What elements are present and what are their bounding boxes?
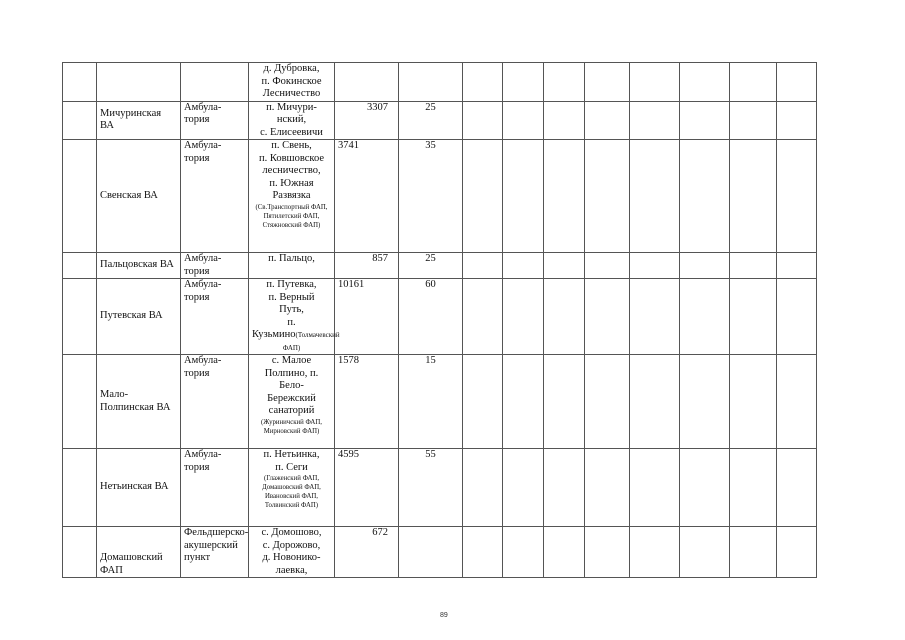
table-row — [63, 101, 817, 140]
locations-note: (Глаженский ФАП, Домашовский ФАП, Ивановский ФАП, Толвинский ФАП) — [262, 475, 321, 509]
facility-name-cell: Мичуринская ВА — [97, 101, 181, 140]
facility-type-cell: Амбула-тория — [181, 253, 249, 279]
population-cell: 3741 — [335, 140, 399, 253]
table-row — [63, 527, 817, 578]
index-cell — [63, 101, 97, 140]
index-cell — [63, 279, 97, 355]
table-row — [63, 63, 817, 102]
population-cell: 3307 — [335, 101, 399, 140]
facility-name-cell: Путевская ВА — [97, 279, 181, 355]
population-cell: 857 — [335, 253, 399, 279]
staff-cell: 60 — [399, 279, 463, 355]
index-cell — [63, 355, 97, 449]
facility-type-cell: Фельдшерско-акушерский пункт — [181, 527, 249, 578]
locations-cell: с. Малое Полпино, п. Бело- Бережский санаторий (Журиничский ФАП, Мирновский ФАП) — [249, 355, 335, 449]
index-cell — [63, 63, 97, 102]
population-cell — [335, 63, 399, 102]
table-row — [63, 355, 817, 449]
population-cell: 4595 — [335, 449, 399, 527]
staff-cell: 25 — [399, 101, 463, 140]
facility-name-cell: Мало-Полпинская ВА — [97, 355, 181, 449]
index-cell — [63, 449, 97, 527]
locations-note: (Св.Транспортный ФАП, Пятилетский ФАП, Стяжновский ФАП) — [255, 203, 328, 229]
population-cell: 672 — [335, 527, 399, 578]
staff-cell: 35 — [399, 140, 463, 253]
facility-type-cell: Амбула-тория — [181, 101, 249, 140]
index-cell — [63, 140, 97, 253]
locations-cell: п. Нетьинка, п. Сеги (Глаженский ФАП, Домашовский ФАП, Ивановский ФАП, Толвинский ФАП) — [249, 449, 335, 527]
page-number: 89 — [440, 612, 448, 619]
facility-type-cell: Амбула-тория — [181, 355, 249, 449]
staff-cell: 15 — [399, 355, 463, 449]
locations-cell: д. Дубровка, п. Фокинское Лесничество — [249, 63, 335, 102]
facility-name-cell: Домашовский ФАП — [97, 527, 181, 578]
locations-note: (Толмачевский ФАП) — [282, 331, 340, 352]
facility-name-cell: Свенская ВА — [97, 140, 181, 253]
facilities-table — [62, 62, 817, 578]
table-row — [63, 449, 817, 527]
facility-type-cell — [181, 63, 249, 102]
index-cell — [63, 253, 97, 279]
locations-cell: п. Пальцо, — [249, 253, 335, 279]
facility-type-cell: Амбула-тория — [181, 449, 249, 527]
population-cell: 1578 — [335, 355, 399, 449]
locations-cell: п. Мичури- нский, с. Елисеевичи — [249, 101, 335, 140]
facility-type-cell: Амбула-тория — [181, 279, 249, 355]
staff-cell: 55 — [399, 449, 463, 527]
facility-name-cell: Нетьинская ВА — [97, 449, 181, 527]
staff-cell: 25 — [399, 253, 463, 279]
facility-type-cell: Амбула-тория — [181, 140, 249, 253]
staff-cell — [399, 527, 463, 578]
table-row — [63, 279, 817, 355]
staff-cell — [399, 63, 463, 102]
table-row — [63, 140, 817, 253]
index-cell — [63, 527, 97, 578]
facility-name-cell — [97, 63, 181, 102]
locations-cell: с. Домошово, с. Дорожово, д. Новонико- лаевка, — [249, 527, 335, 578]
table-row — [63, 253, 817, 279]
locations-cell: п. Путевка, п. Верный Путь, п. Кузьмино(Толмачевский ФАП) — [249, 279, 335, 355]
population-cell: 10161 — [335, 279, 399, 355]
locations-note: (Журиничский ФАП, Мирновский ФАП) — [261, 418, 322, 435]
locations-cell: п. Свень, п. Ковшовское лесничество, п. Южная Развязка (Св.Транспортный ФАП, Пятилетский ФАП, Стяжновский ФАП) — [249, 140, 335, 253]
facility-name-cell: Пальцовская ВА — [97, 253, 181, 279]
